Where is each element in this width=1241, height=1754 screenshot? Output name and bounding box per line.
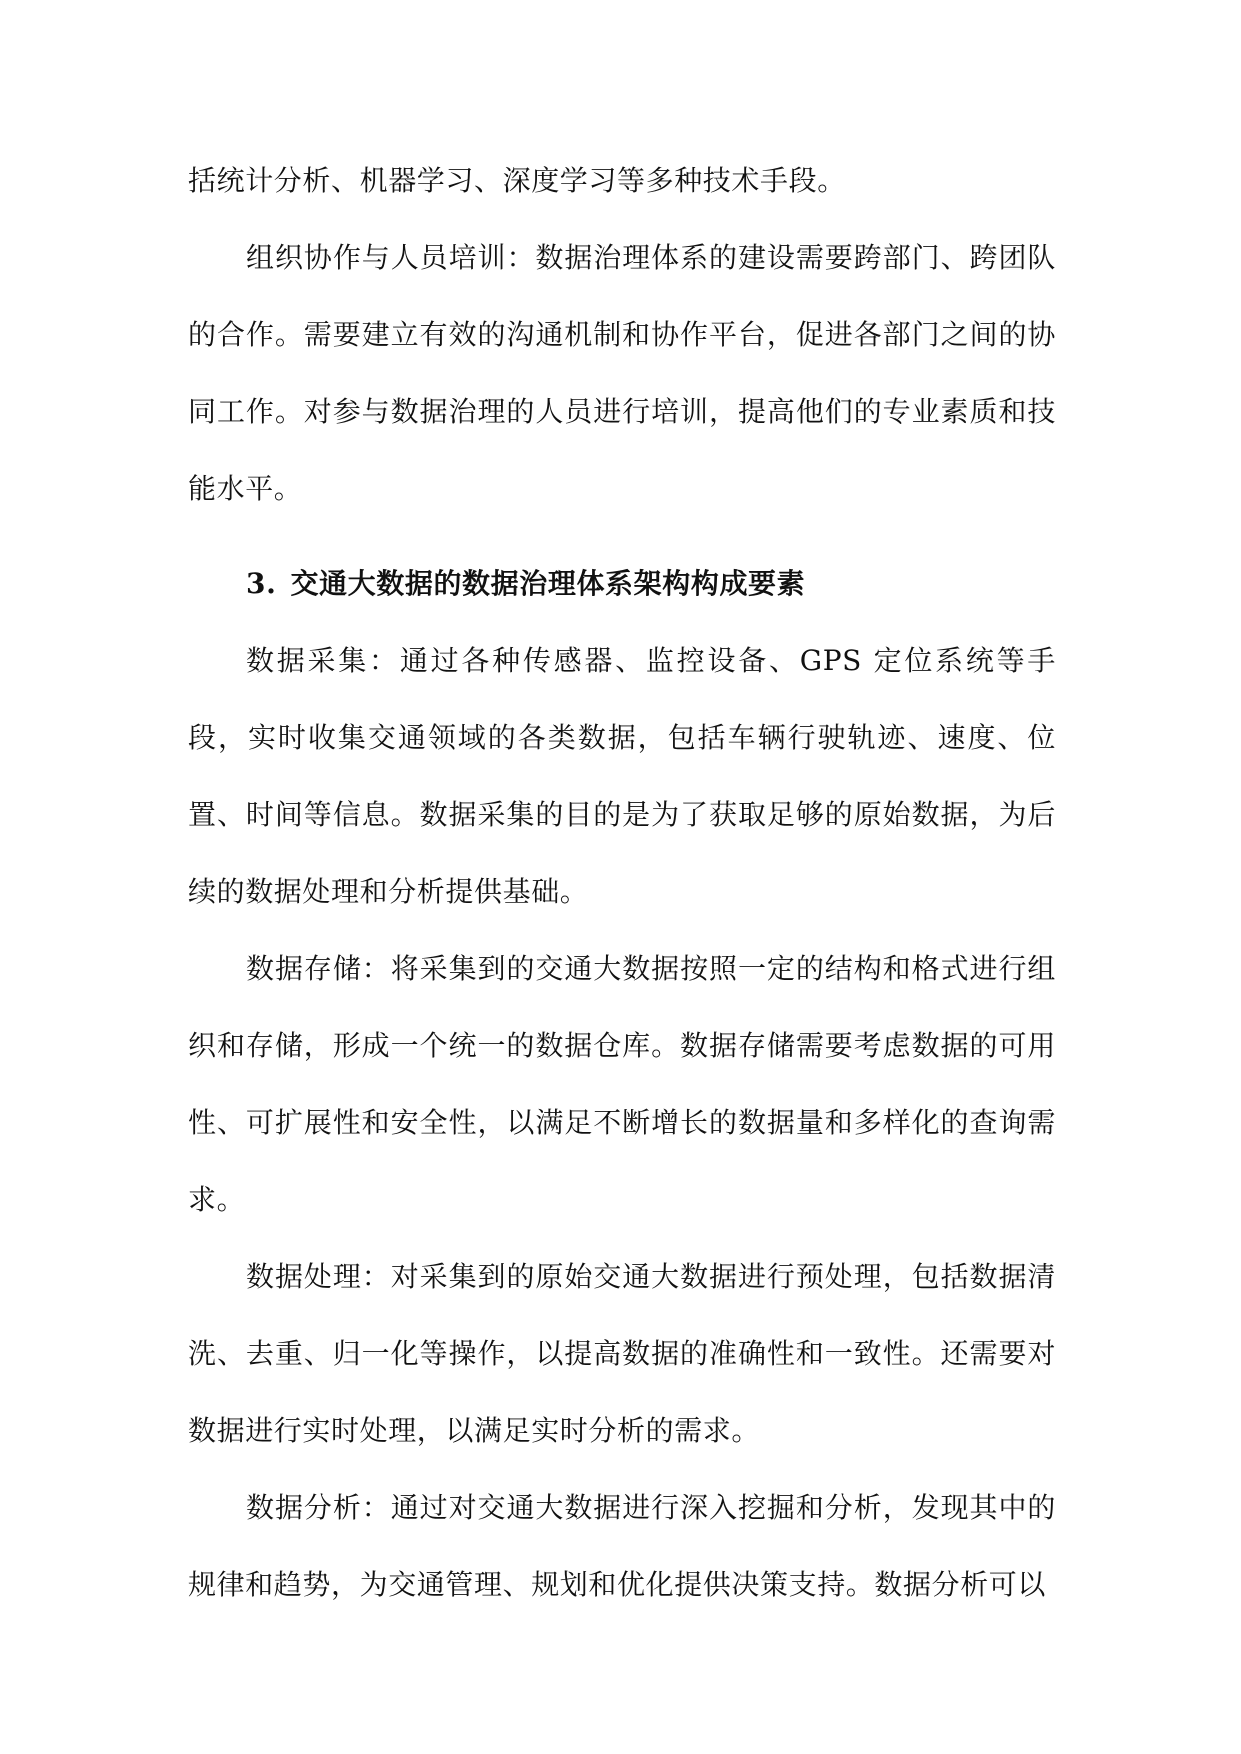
section-title: 交通大数据的数据治理体系架构构成要素 [290, 567, 806, 600]
document-body [188, 142, 1056, 1623]
paragraph-data-analysis: 数据分析：通过对交通大数据进行深入挖掘和分析，发现其中的规律和趋势，为交通管理、规划和优化提供决策支持。数据分析可以 [188, 1491, 1056, 1601]
paragraph-organization-training: 组织协作与人员培训：数据治理体系的建设需要跨部门、跨团队的合作。需要建立有效的沟通机制和协作平台，促进各部门之间的协同工作。对参与数据治理的人员进行培训，提高他们的专业素质和技能水平。 [188, 241, 1056, 505]
paragraph-data-storage: 数据存储：将采集到的交通大数据按照一定的结构和格式进行组织和存储，形成一个统一的数据仓库。数据存储需要考虑数据的可用性、可扩展性和安全性，以满足不断增长的数据量和多样化的查询需求。 [188, 952, 1056, 1216]
paragraph-continuation: 括统计分析、机器学习、深度学习等多种技术手段。 [188, 164, 846, 197]
paragraph-data-collection: 数据采集：通过各种传感器、监控设备、GPS 定位系统等手段，实时收集交通领域的各类数据，包括车辆行驶轨迹、速度、位置、时间等信息。数据采集的目的是为了获取足够的原始数据，为后续的数据处理和分析提供基础。 [188, 644, 1056, 908]
paragraph-data-processing: 数据处理：对采集到的原始交通大数据进行预处理，包括数据清洗、去重、归一化等操作，以提高数据的准确性和一致性。还需要对数据进行实时处理，以满足实时分析的需求。 [188, 1260, 1056, 1447]
section-number: 3. [246, 567, 277, 600]
section-heading [188, 545, 1056, 622]
